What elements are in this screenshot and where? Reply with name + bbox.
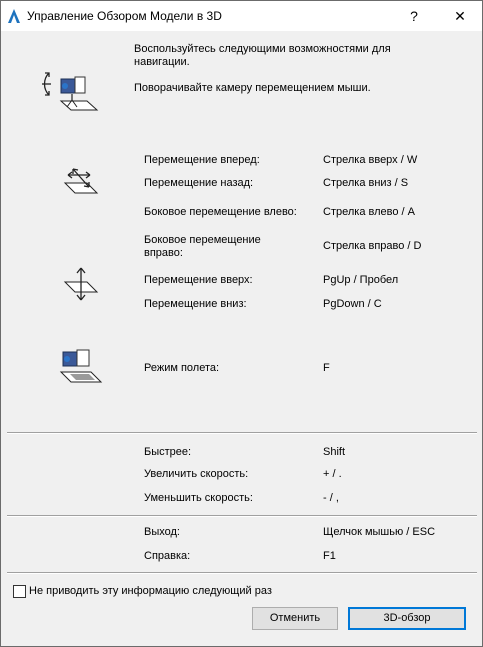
window-title: Управление Обзором Модели в 3D (27, 9, 222, 23)
flight-mode-key: F (323, 362, 330, 374)
dont-show-again-label[interactable]: Не приводить эту информацию следующий раз (29, 585, 272, 597)
dont-show-again-checkbox[interactable] (13, 585, 26, 598)
separator (7, 432, 477, 434)
rotate-camera-icon (39, 67, 101, 111)
move-back-label: Перемещение назад: (144, 177, 254, 189)
flight-mode-camera-icon (59, 346, 105, 386)
strafe-right-key: Стрелка вправо / D (323, 240, 422, 252)
title-bar (1, 1, 482, 31)
archicad-app-icon (7, 8, 21, 24)
move-back-key: Стрелка вниз / S (323, 177, 409, 189)
strafe-right-label: Боковое перемещение вправо: (144, 234, 261, 259)
close-button[interactable]: ✕ (454, 8, 466, 24)
horizontal-move-icon (61, 165, 101, 199)
cancel-button[interactable]: Отменить (252, 607, 338, 630)
strafe-left-key: Стрелка влево / A (323, 206, 415, 218)
separator (7, 572, 477, 574)
flight-mode-label: Режим полета: (144, 362, 220, 374)
exit-key: Щелчок мышью / ESC (323, 526, 436, 538)
increase-speed-label: Увеличить скорость: (144, 468, 249, 480)
faster-label: Быстрее: (144, 446, 192, 458)
help-label: Справка: (144, 550, 191, 562)
move-forward-key: Стрелка вверх / W (323, 154, 418, 166)
increase-speed-key: + / . (323, 468, 342, 480)
move-down-key: PgDown / C (323, 298, 382, 310)
exit-label: Выход: (144, 526, 180, 538)
vertical-move-icon (61, 266, 101, 304)
intro-rotate-text: Поворачивайте камеру перемещением мыши. (134, 82, 371, 94)
separator (7, 515, 477, 517)
move-up-key: PgUp / Пробел (323, 274, 399, 286)
decrease-speed-label: Уменьшить скорость: (144, 492, 253, 504)
move-up-label: Перемещение вверх: (144, 274, 253, 286)
move-down-label: Перемещение вниз: (144, 298, 247, 310)
decrease-speed-key: - / , (323, 492, 339, 504)
help-button[interactable]: ? (410, 8, 418, 24)
3d-view-button[interactable]: 3D-обзор (348, 607, 466, 630)
move-forward-label: Перемещение вперед: (144, 154, 260, 166)
faster-key: Shift (323, 446, 346, 458)
strafe-left-label: Боковое перемещение влево: (144, 206, 297, 218)
help-key: F1 (323, 550, 336, 562)
intro-navigation-text: Воспользуйтесь следующими возможностями для навигации. (134, 43, 391, 68)
